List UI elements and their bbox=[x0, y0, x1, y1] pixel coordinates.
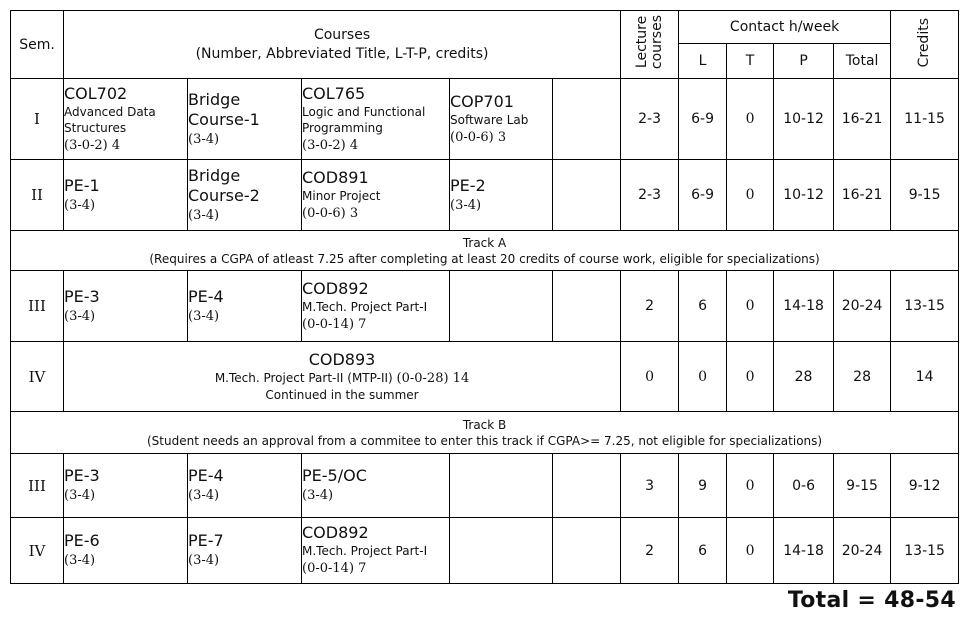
contact-T-value: 0 bbox=[727, 160, 774, 231]
course-code: PE-4 bbox=[188, 286, 224, 306]
course-code: PE-6 bbox=[64, 531, 100, 550]
header-courses-line1: Courses bbox=[313, 26, 371, 43]
course-ltp: (3-4) bbox=[64, 553, 96, 568]
contact-L-value: 6-9 bbox=[679, 160, 727, 231]
contact-L-value: 6-9 bbox=[679, 79, 727, 160]
course-cell-wide bbox=[64, 342, 621, 412]
course-code: Bridge Course-1 bbox=[188, 89, 260, 129]
credits-value: 9-15 bbox=[891, 160, 959, 231]
course-note: Continued in the summer bbox=[265, 388, 419, 402]
empty-cell bbox=[450, 271, 553, 342]
course-ltp: (3-4) bbox=[188, 308, 220, 324]
header-courses-word: courses bbox=[648, 15, 665, 70]
contact-P-value: 10-12 bbox=[774, 160, 834, 231]
course-ltp: (3-0-2) 4 bbox=[302, 137, 359, 153]
course-cell bbox=[450, 79, 553, 160]
course-code: COD892 bbox=[302, 523, 369, 542]
course-cell bbox=[302, 79, 450, 160]
empty-cell bbox=[553, 271, 621, 342]
course-ltp: (3-4) bbox=[188, 488, 220, 503]
header-sem: Sem. bbox=[11, 11, 64, 79]
curriculum-table bbox=[10, 10, 959, 584]
course-code: PE-5/OC bbox=[302, 466, 367, 485]
course-ltp: (3-4) bbox=[188, 207, 220, 223]
course-ltp: (3-4) bbox=[64, 308, 96, 324]
course-cell bbox=[64, 518, 188, 584]
course-cell bbox=[188, 518, 302, 584]
course-ltp: (0-0-6) 3 bbox=[302, 205, 359, 221]
header-credits bbox=[891, 11, 959, 79]
track-a-description: (Requires a CGPA of atleast 7.25 after completing at least 20 credits of course work, eligible for specializations) bbox=[149, 251, 820, 266]
course-title: M.Tech. Project Part-I bbox=[302, 299, 428, 314]
header-courses bbox=[64, 11, 621, 79]
contact-P-value: 14-18 bbox=[774, 271, 834, 342]
sem-cell: III bbox=[11, 271, 64, 342]
course-code: COP701 bbox=[450, 91, 514, 111]
track-a-title: Track A bbox=[462, 235, 507, 250]
course-title: Logic and Functional Programming bbox=[302, 104, 426, 135]
lecture-courses-value: 2-3 bbox=[621, 79, 679, 160]
course-code: PE-7 bbox=[188, 531, 224, 550]
contact-L-value: 0 bbox=[679, 342, 727, 412]
header-contact: Contact h/week bbox=[679, 11, 891, 44]
contact-T-value: 0 bbox=[727, 342, 774, 412]
contact-T-value: 0 bbox=[727, 271, 774, 342]
sem-cell: IV bbox=[11, 518, 64, 584]
course-ltp: (3-4) bbox=[302, 488, 334, 503]
credits-value: 11-15 bbox=[891, 79, 959, 160]
credits-value: 13-15 bbox=[891, 271, 959, 342]
contact-P-value: 14-18 bbox=[774, 518, 834, 584]
course-title: M.Tech. Project Part-II (MTP-II) bbox=[214, 371, 393, 385]
course-cell bbox=[64, 271, 188, 342]
contact-L-value: 9 bbox=[679, 454, 727, 518]
empty-cell bbox=[553, 454, 621, 518]
course-cell bbox=[302, 454, 450, 518]
credits-value: 14 bbox=[891, 342, 959, 412]
course-ltp: (0-0-28) 14 bbox=[396, 371, 470, 386]
contact-total-value: 16-21 bbox=[834, 160, 891, 231]
contact-total-value: 9-15 bbox=[834, 454, 891, 518]
header-P: P bbox=[774, 44, 834, 79]
course-title: Advanced Data Structures bbox=[64, 104, 156, 135]
track-b-row bbox=[11, 412, 959, 454]
course-code: COD892 bbox=[302, 278, 369, 298]
contact-total-value: 20-24 bbox=[834, 518, 891, 584]
course-code: PE-3 bbox=[64, 286, 100, 306]
contact-T-value: 0 bbox=[727, 518, 774, 584]
lecture-courses-value: 3 bbox=[621, 454, 679, 518]
course-code: PE-3 bbox=[64, 466, 100, 485]
course-code: PE-4 bbox=[188, 466, 224, 485]
course-cell bbox=[188, 454, 302, 518]
sem-cell: IV bbox=[11, 342, 64, 412]
course-cell bbox=[64, 160, 188, 231]
contact-L-value: 6 bbox=[679, 518, 727, 584]
course-cell bbox=[64, 79, 188, 160]
header-total: Total bbox=[834, 44, 891, 79]
course-cell bbox=[188, 271, 302, 342]
empty-cell bbox=[553, 160, 621, 231]
course-code: Bridge Course-2 bbox=[188, 165, 260, 205]
course-ltp: (0-0-6) 3 bbox=[450, 129, 507, 145]
header-lecture-word: Lecture bbox=[633, 16, 650, 69]
table-row bbox=[11, 454, 959, 518]
track-b-title: Track B bbox=[462, 417, 507, 432]
header-T: T bbox=[727, 44, 774, 79]
contact-P-value: 28 bbox=[774, 342, 834, 412]
table-row bbox=[11, 518, 959, 584]
contact-T-value: 0 bbox=[727, 454, 774, 518]
credits-value: 13-15 bbox=[891, 518, 959, 584]
track-b-cell bbox=[11, 412, 959, 454]
header-lecture-courses bbox=[621, 11, 679, 79]
course-ltp: (3-4) bbox=[188, 553, 220, 568]
track-a-row bbox=[11, 231, 959, 271]
course-cell bbox=[64, 454, 188, 518]
contact-total-value: 16-21 bbox=[834, 79, 891, 160]
header-row-1 bbox=[11, 11, 959, 44]
contact-T-value: 0 bbox=[727, 79, 774, 160]
course-ltp: (3-0-2) 4 bbox=[64, 137, 121, 153]
credits-value: 9-12 bbox=[891, 454, 959, 518]
course-code: COL702 bbox=[64, 83, 128, 103]
course-code: PE-1 bbox=[64, 175, 100, 195]
sem-cell: I bbox=[11, 79, 64, 160]
course-cell bbox=[302, 271, 450, 342]
table-row bbox=[11, 271, 959, 342]
course-ltp: (3-4) bbox=[188, 131, 220, 147]
course-title: Minor Project bbox=[302, 188, 381, 203]
course-ltp: (0-0-14) 7 bbox=[302, 316, 367, 332]
empty-cell bbox=[450, 454, 553, 518]
course-ltp: (3-4) bbox=[64, 197, 96, 213]
contact-P-value: 0-6 bbox=[774, 454, 834, 518]
contact-P-value: 10-12 bbox=[774, 79, 834, 160]
course-cell bbox=[302, 518, 450, 584]
course-code: COL765 bbox=[302, 83, 366, 103]
course-cell bbox=[302, 160, 450, 231]
contact-total-value: 20-24 bbox=[834, 271, 891, 342]
empty-cell bbox=[553, 518, 621, 584]
contact-L-value: 6 bbox=[679, 271, 727, 342]
lecture-courses-value: 2-3 bbox=[621, 160, 679, 231]
course-cell bbox=[188, 160, 302, 231]
header-courses-line2: (Number, Abbreviated Title, L-T-P, credits) bbox=[195, 45, 489, 62]
sem-cell: II bbox=[11, 160, 64, 231]
course-code: COD893 bbox=[308, 350, 376, 369]
header-credits-label: Credits bbox=[916, 17, 933, 68]
table-row bbox=[11, 79, 959, 160]
sem-cell: III bbox=[11, 454, 64, 518]
lecture-courses-value: 2 bbox=[621, 271, 679, 342]
track-b-description: (Student needs an approval from a commitee to enter this track if CGPA>= 7.25, not eligible for specializations) bbox=[147, 433, 823, 448]
curriculum-table-wrapper bbox=[10, 10, 959, 584]
empty-cell bbox=[450, 518, 553, 584]
course-title-line bbox=[64, 370, 620, 387]
course-code: COD891 bbox=[302, 167, 369, 187]
course-title: M.Tech. Project Part-I bbox=[302, 544, 428, 558]
lecture-courses-value: 0 bbox=[621, 342, 679, 412]
course-title: Software Lab bbox=[450, 112, 529, 127]
header-lecture-courses-label bbox=[635, 15, 665, 69]
contact-total-value: 28 bbox=[834, 342, 891, 412]
header-L: L bbox=[679, 44, 727, 79]
course-ltp: (3-4) bbox=[64, 488, 96, 503]
course-ltp: (3-4) bbox=[450, 197, 482, 213]
course-code: PE-2 bbox=[450, 175, 486, 195]
table-row bbox=[11, 160, 959, 231]
table-row bbox=[11, 342, 959, 412]
course-cell bbox=[450, 160, 553, 231]
track-a-cell bbox=[11, 231, 959, 271]
empty-cell bbox=[553, 79, 621, 160]
lecture-courses-value: 2 bbox=[621, 518, 679, 584]
course-ltp: (0-0-14) 7 bbox=[302, 561, 367, 576]
course-cell bbox=[188, 79, 302, 160]
grand-total: Total = 48-54 bbox=[787, 588, 956, 613]
